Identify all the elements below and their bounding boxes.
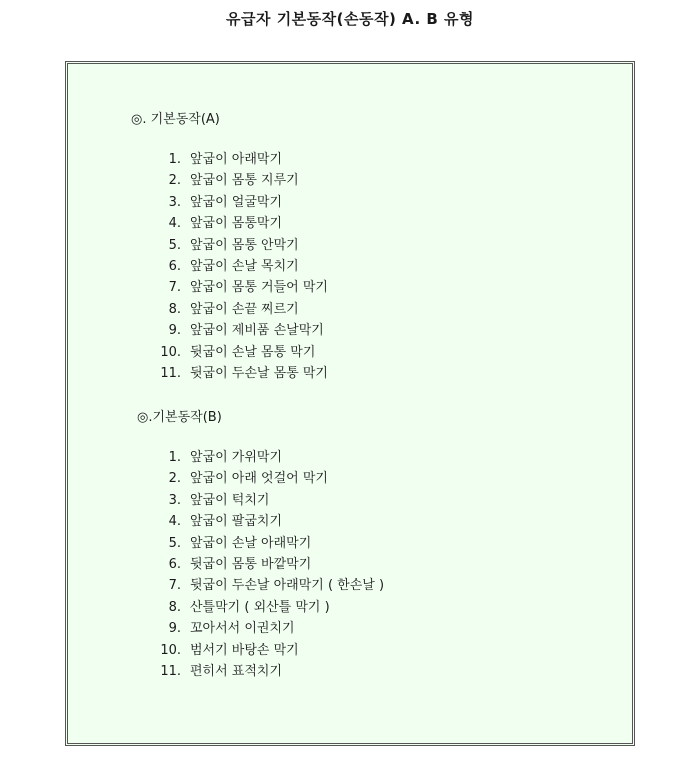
- page-title: 유급자 기본동작(손동작) A. B 유형: [226, 10, 474, 28]
- section-b-list: [68, 447, 384, 682]
- list-item: [68, 640, 384, 661]
- item-text: 뒷굽이 두손날 몸통 막기: [190, 365, 328, 381]
- item-text: 앞굽이 턱치기: [190, 492, 270, 508]
- list-item: [68, 490, 384, 511]
- item-number: 4.: [168, 216, 181, 232]
- list-item: [68, 320, 328, 341]
- item-text: 앞굽이 아래 엇걸어 막기: [190, 471, 328, 487]
- list-item: [68, 468, 384, 489]
- item-text: 앞굽이 몸통 거들어 막기: [190, 280, 328, 296]
- item-number: 5.: [168, 237, 181, 253]
- list-item: [68, 342, 328, 363]
- item-text: 앞굽이 몸통막기: [190, 216, 283, 232]
- item-number: 8.: [168, 599, 181, 615]
- list-item: [68, 170, 328, 191]
- item-text: 앞굽이 몸통 지루기: [190, 173, 299, 189]
- list-item: [68, 363, 328, 384]
- list-item: [68, 554, 384, 575]
- list-item: [68, 597, 384, 618]
- item-number: 10.: [160, 642, 181, 658]
- list-item: [68, 511, 384, 532]
- item-number: 9.: [168, 323, 181, 339]
- item-number: 2.: [168, 471, 181, 487]
- item-text: 뒷굽이 몸통 바깥막기: [190, 556, 312, 572]
- item-number: 6.: [168, 556, 181, 572]
- list-item: [68, 575, 384, 596]
- item-text: 앞굽이 가위막기: [190, 450, 283, 465]
- item-text: 앞굽이 얼굴막기: [190, 194, 283, 210]
- content-panel: [65, 61, 635, 746]
- item-number: 2.: [168, 173, 181, 189]
- list-item: [68, 299, 328, 320]
- item-text: 앞굽이 몸통 안막기: [190, 237, 299, 253]
- list-item: [68, 149, 328, 170]
- item-text: 앞굽이 아래막기: [190, 152, 283, 167]
- item-number: 1.: [168, 450, 181, 465]
- list-item: [68, 618, 384, 639]
- item-text: 앞굽이 손날 아래막기: [190, 535, 312, 551]
- item-number: 6.: [168, 258, 181, 274]
- item-number: 11.: [160, 663, 181, 679]
- item-number: 4.: [168, 514, 181, 530]
- item-number: 11.: [160, 365, 181, 381]
- list-item: [68, 213, 328, 234]
- item-number: 3.: [168, 194, 181, 210]
- item-text: 뒷굽이 손날 몸통 막기: [190, 344, 316, 360]
- item-number: 5.: [168, 535, 181, 551]
- item-number: 8.: [168, 301, 181, 317]
- section-a-heading: ◎. 기본동작(A): [131, 112, 220, 127]
- item-number: 3.: [168, 492, 181, 508]
- item-text: 앞굽이 손날 목치기: [190, 258, 299, 274]
- item-text: 앞굽이 손끝 찌르기: [190, 301, 299, 317]
- item-text: 앞굽이 팔굽치기: [190, 514, 283, 530]
- list-item: [68, 447, 384, 468]
- item-text: 꼬아서서 이권치기: [190, 621, 295, 637]
- item-text: 앞굽이 제비품 손날막기: [190, 323, 324, 339]
- list-item: [68, 235, 328, 256]
- list-item: [68, 533, 384, 554]
- item-text: 산틀막기 ( 외산틀 막기 ): [190, 599, 330, 615]
- list-item: [68, 192, 328, 213]
- item-text: 편히서 표적치기: [190, 663, 283, 679]
- item-text: 뒷굽이 두손날 아래막기 ( 한손날 ): [190, 578, 385, 594]
- item-number: 9.: [168, 621, 181, 637]
- item-number: 7.: [168, 280, 181, 296]
- item-number: 7.: [168, 578, 181, 594]
- section-b-heading: ◎.기본동작(B): [137, 410, 222, 425]
- section-a-list: [68, 149, 328, 384]
- item-text: 범서기 바탕손 막기: [190, 642, 299, 658]
- item-number: 1.: [168, 152, 181, 167]
- list-item: [68, 256, 328, 277]
- list-item: [68, 661, 384, 682]
- item-number: 10.: [160, 344, 181, 360]
- list-item: [68, 277, 328, 298]
